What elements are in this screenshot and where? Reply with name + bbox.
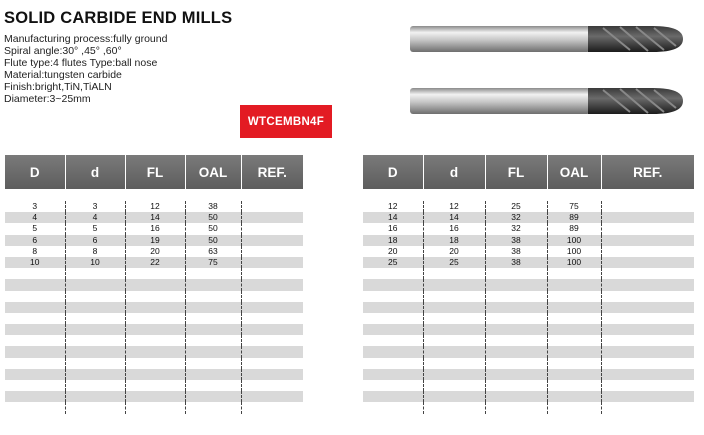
page-title: SOLID CARBIDE END MILLS xyxy=(4,9,233,27)
table-spacer xyxy=(5,189,303,201)
table-cell: 32 xyxy=(485,212,547,223)
table-cell: 12 xyxy=(423,201,485,212)
table-cell xyxy=(601,201,694,212)
product-code-badge: WTCEMBN4F xyxy=(240,105,332,138)
table-cell xyxy=(485,369,547,380)
table-cell xyxy=(485,268,547,279)
table-cell xyxy=(423,313,485,324)
table-row xyxy=(5,380,303,391)
table-row xyxy=(5,268,303,279)
table-cell xyxy=(423,380,485,391)
table-cell xyxy=(423,358,485,369)
table-cell xyxy=(241,268,303,279)
table-cell xyxy=(65,391,125,402)
table-row xyxy=(363,291,694,302)
table-cell: 63 xyxy=(185,246,241,257)
table-cell xyxy=(363,268,423,279)
table-cell xyxy=(125,279,185,290)
table-cell: 25 xyxy=(485,201,547,212)
table-cell: 20 xyxy=(125,246,185,257)
table-row xyxy=(363,358,694,369)
table-cell xyxy=(601,324,694,335)
table-cell xyxy=(241,257,303,268)
table-cell xyxy=(423,291,485,302)
table-cell xyxy=(241,212,303,223)
table-row xyxy=(5,335,303,346)
table-cell xyxy=(241,313,303,324)
table-cell xyxy=(485,313,547,324)
table-spacer-cell xyxy=(363,189,694,201)
table-cell xyxy=(125,268,185,279)
table-cell: 38 xyxy=(485,246,547,257)
table-cell xyxy=(423,302,485,313)
table-cell xyxy=(185,279,241,290)
table-cell xyxy=(5,279,65,290)
table-cell: 12 xyxy=(363,201,423,212)
table-cell: 10 xyxy=(5,257,65,268)
table-cell: 14 xyxy=(423,212,485,223)
table-cell xyxy=(65,380,125,391)
table-cell xyxy=(5,358,65,369)
table-row xyxy=(5,291,303,302)
table-cell xyxy=(241,223,303,234)
table-cell xyxy=(185,380,241,391)
spec-table-right xyxy=(363,155,694,414)
table-cell: 50 xyxy=(185,235,241,246)
table-row xyxy=(363,257,694,268)
table-cell xyxy=(423,279,485,290)
table-cell xyxy=(547,346,601,357)
table-cell xyxy=(185,291,241,302)
table-cell xyxy=(5,268,65,279)
table-cell xyxy=(185,369,241,380)
table-cell xyxy=(601,346,694,357)
table-cell: 75 xyxy=(547,201,601,212)
table-cell xyxy=(547,380,601,391)
table-cell: 8 xyxy=(65,246,125,257)
table-cell xyxy=(485,402,547,413)
table-cell xyxy=(241,391,303,402)
table-cell xyxy=(5,313,65,324)
table-cell xyxy=(185,268,241,279)
table-cell: 4 xyxy=(65,212,125,223)
table-row xyxy=(363,402,694,413)
table-cell xyxy=(485,291,547,302)
spec-line: Finish:bright,TiN,TiALN xyxy=(4,81,112,93)
table-row xyxy=(5,279,303,290)
table-cell xyxy=(363,369,423,380)
table-row xyxy=(5,358,303,369)
table-cell xyxy=(125,291,185,302)
table-row xyxy=(363,302,694,313)
table-cell xyxy=(423,391,485,402)
table-row xyxy=(5,212,303,223)
table-row xyxy=(5,302,303,313)
table-cell xyxy=(547,335,601,346)
table-cell: 14 xyxy=(125,212,185,223)
table-cell xyxy=(601,391,694,402)
table-cell xyxy=(601,358,694,369)
table-cell xyxy=(185,358,241,369)
table-cell: 89 xyxy=(547,223,601,234)
column-header-ref: REF. xyxy=(241,155,303,189)
table-cell xyxy=(185,313,241,324)
table-cell xyxy=(125,369,185,380)
table-cell xyxy=(363,358,423,369)
table-cell xyxy=(363,313,423,324)
table-cell xyxy=(241,369,303,380)
table-spacer xyxy=(363,189,694,201)
spec-line: Material:tungsten carbide xyxy=(4,69,122,81)
table-cell xyxy=(363,335,423,346)
spec-line: Flute type:4 flutes Type:ball nose xyxy=(4,57,158,69)
table-cell: 20 xyxy=(363,246,423,257)
table-spacer-cell xyxy=(5,189,303,201)
column-header-fl: FL xyxy=(125,155,185,189)
table-cell xyxy=(547,268,601,279)
table-cell xyxy=(241,402,303,413)
table-row xyxy=(363,279,694,290)
spec-list xyxy=(4,33,167,105)
table-cell xyxy=(185,335,241,346)
table-cell xyxy=(241,302,303,313)
column-header-fl: FL xyxy=(485,155,547,189)
table-row xyxy=(363,223,694,234)
table-cell: 100 xyxy=(547,257,601,268)
spec-line: Diameter:3~25mm xyxy=(4,93,91,105)
table-cell xyxy=(5,346,65,357)
table-cell: 12 xyxy=(125,201,185,212)
table-cell xyxy=(241,235,303,246)
table-cell xyxy=(547,302,601,313)
table-cell: 16 xyxy=(363,223,423,234)
table-cell: 19 xyxy=(125,235,185,246)
table-row xyxy=(363,380,694,391)
table-row xyxy=(363,268,694,279)
table-cell: 5 xyxy=(65,223,125,234)
table-cell xyxy=(485,346,547,357)
table-row xyxy=(363,201,694,212)
table-cell xyxy=(423,324,485,335)
table-cell: 100 xyxy=(547,235,601,246)
table-cell xyxy=(241,380,303,391)
table-row xyxy=(363,313,694,324)
table-row xyxy=(5,402,303,413)
table-row xyxy=(5,346,303,357)
table-cell xyxy=(65,335,125,346)
table-cell xyxy=(363,380,423,391)
table-cell xyxy=(423,369,485,380)
table-row xyxy=(5,201,303,212)
column-header-ref: REF. xyxy=(601,155,694,189)
table-cell xyxy=(363,402,423,413)
table-cell xyxy=(601,380,694,391)
column-header-d-shank: d xyxy=(65,155,125,189)
table-cell: 3 xyxy=(5,201,65,212)
table-cell: 75 xyxy=(185,257,241,268)
table-cell xyxy=(485,324,547,335)
table-cell xyxy=(601,223,694,234)
table-cell: 3 xyxy=(65,201,125,212)
table-cell xyxy=(547,402,601,413)
table-cell xyxy=(601,235,694,246)
table-row xyxy=(5,257,303,268)
table-cell xyxy=(363,391,423,402)
table-cell: 32 xyxy=(485,223,547,234)
table-cell xyxy=(363,291,423,302)
table-cell xyxy=(125,324,185,335)
table-cell xyxy=(65,358,125,369)
table-row xyxy=(5,391,303,402)
table-cell xyxy=(125,313,185,324)
spec-line: Manufacturing process:fully ground xyxy=(4,33,168,45)
end-mill-image xyxy=(408,82,686,122)
table-cell: 38 xyxy=(485,235,547,246)
table-cell xyxy=(65,369,125,380)
table-cell xyxy=(185,402,241,413)
table-cell xyxy=(423,346,485,357)
table-cell xyxy=(601,257,694,268)
table-cell xyxy=(241,346,303,357)
table-cell xyxy=(547,358,601,369)
column-header-d: D xyxy=(5,155,65,189)
table-cell: 5 xyxy=(5,223,65,234)
table-cell xyxy=(185,302,241,313)
table-cell: 38 xyxy=(485,257,547,268)
table-cell xyxy=(125,346,185,357)
table-cell xyxy=(5,291,65,302)
table-cell: 20 xyxy=(423,246,485,257)
table-cell xyxy=(601,212,694,223)
table-cell: 100 xyxy=(547,246,601,257)
table-cell: 50 xyxy=(185,212,241,223)
table-cell xyxy=(65,402,125,413)
table-cell xyxy=(363,324,423,335)
table-cell: 25 xyxy=(363,257,423,268)
column-header-d: D xyxy=(363,155,423,189)
table-cell: 22 xyxy=(125,257,185,268)
table-cell xyxy=(423,335,485,346)
table-cell xyxy=(485,302,547,313)
table-cell xyxy=(485,358,547,369)
table-cell xyxy=(241,335,303,346)
table-cell xyxy=(125,380,185,391)
table-cell xyxy=(547,279,601,290)
table-cell xyxy=(5,402,65,413)
table-cell xyxy=(547,369,601,380)
table-cell xyxy=(485,335,547,346)
table-row xyxy=(363,235,694,246)
table-row xyxy=(363,335,694,346)
table-row xyxy=(5,313,303,324)
table-cell xyxy=(125,335,185,346)
table-cell xyxy=(601,402,694,413)
table-cell: 38 xyxy=(185,201,241,212)
table-cell xyxy=(601,335,694,346)
table-cell xyxy=(601,369,694,380)
table-cell: 4 xyxy=(5,212,65,223)
table-cell xyxy=(423,268,485,279)
table-cell xyxy=(601,279,694,290)
table-cell xyxy=(485,391,547,402)
table-cell xyxy=(241,246,303,257)
table-cell xyxy=(363,346,423,357)
table-cell xyxy=(241,201,303,212)
table-cell xyxy=(601,268,694,279)
table-cell xyxy=(601,302,694,313)
column-header-d-shank: d xyxy=(423,155,485,189)
table-cell: 18 xyxy=(423,235,485,246)
table-cell xyxy=(241,291,303,302)
table-cell xyxy=(65,346,125,357)
table-cell xyxy=(485,279,547,290)
table-cell xyxy=(241,324,303,335)
table-cell xyxy=(185,346,241,357)
column-header-oal: OAL xyxy=(185,155,241,189)
table-cell xyxy=(185,324,241,335)
table-cell xyxy=(547,291,601,302)
table-cell xyxy=(547,391,601,402)
table-cell xyxy=(241,279,303,290)
table-cell xyxy=(547,313,601,324)
table-row xyxy=(363,369,694,380)
table-row xyxy=(363,212,694,223)
table-cell xyxy=(5,391,65,402)
table-cell xyxy=(363,279,423,290)
table-cell xyxy=(65,313,125,324)
column-header-oal: OAL xyxy=(547,155,601,189)
table-cell xyxy=(601,246,694,257)
table-cell xyxy=(125,391,185,402)
spec-table-left xyxy=(5,155,303,414)
table-cell xyxy=(185,391,241,402)
table-cell: 50 xyxy=(185,223,241,234)
table-cell: 8 xyxy=(5,246,65,257)
spec-line: Spiral angle:30° ,45° ,60° xyxy=(4,45,122,57)
table-cell xyxy=(601,313,694,324)
table-row xyxy=(363,391,694,402)
table-cell xyxy=(363,302,423,313)
table-row xyxy=(363,324,694,335)
table-cell xyxy=(65,302,125,313)
table-cell xyxy=(5,302,65,313)
table-row xyxy=(363,246,694,257)
table-cell xyxy=(5,335,65,346)
table-cell xyxy=(5,380,65,391)
end-mill-image xyxy=(408,20,686,60)
table-row xyxy=(5,235,303,246)
table-cell xyxy=(241,358,303,369)
table-row xyxy=(5,246,303,257)
table-cell: 16 xyxy=(423,223,485,234)
table-cell xyxy=(65,291,125,302)
table-cell xyxy=(5,324,65,335)
table-cell: 14 xyxy=(363,212,423,223)
table-cell xyxy=(423,402,485,413)
table-cell: 6 xyxy=(5,235,65,246)
table-cell xyxy=(125,402,185,413)
table-cell xyxy=(125,302,185,313)
table-cell: 16 xyxy=(125,223,185,234)
table-cell xyxy=(5,369,65,380)
table-cell xyxy=(125,358,185,369)
table-cell: 18 xyxy=(363,235,423,246)
table-row xyxy=(5,369,303,380)
table-cell xyxy=(547,324,601,335)
table-cell: 25 xyxy=(423,257,485,268)
table-cell: 89 xyxy=(547,212,601,223)
table-cell xyxy=(485,380,547,391)
table-cell xyxy=(65,268,125,279)
table-row xyxy=(5,223,303,234)
table-cell xyxy=(65,279,125,290)
table-cell: 6 xyxy=(65,235,125,246)
table-row xyxy=(363,346,694,357)
table-cell xyxy=(601,291,694,302)
table-row xyxy=(5,324,303,335)
table-cell: 10 xyxy=(65,257,125,268)
table-cell xyxy=(65,324,125,335)
